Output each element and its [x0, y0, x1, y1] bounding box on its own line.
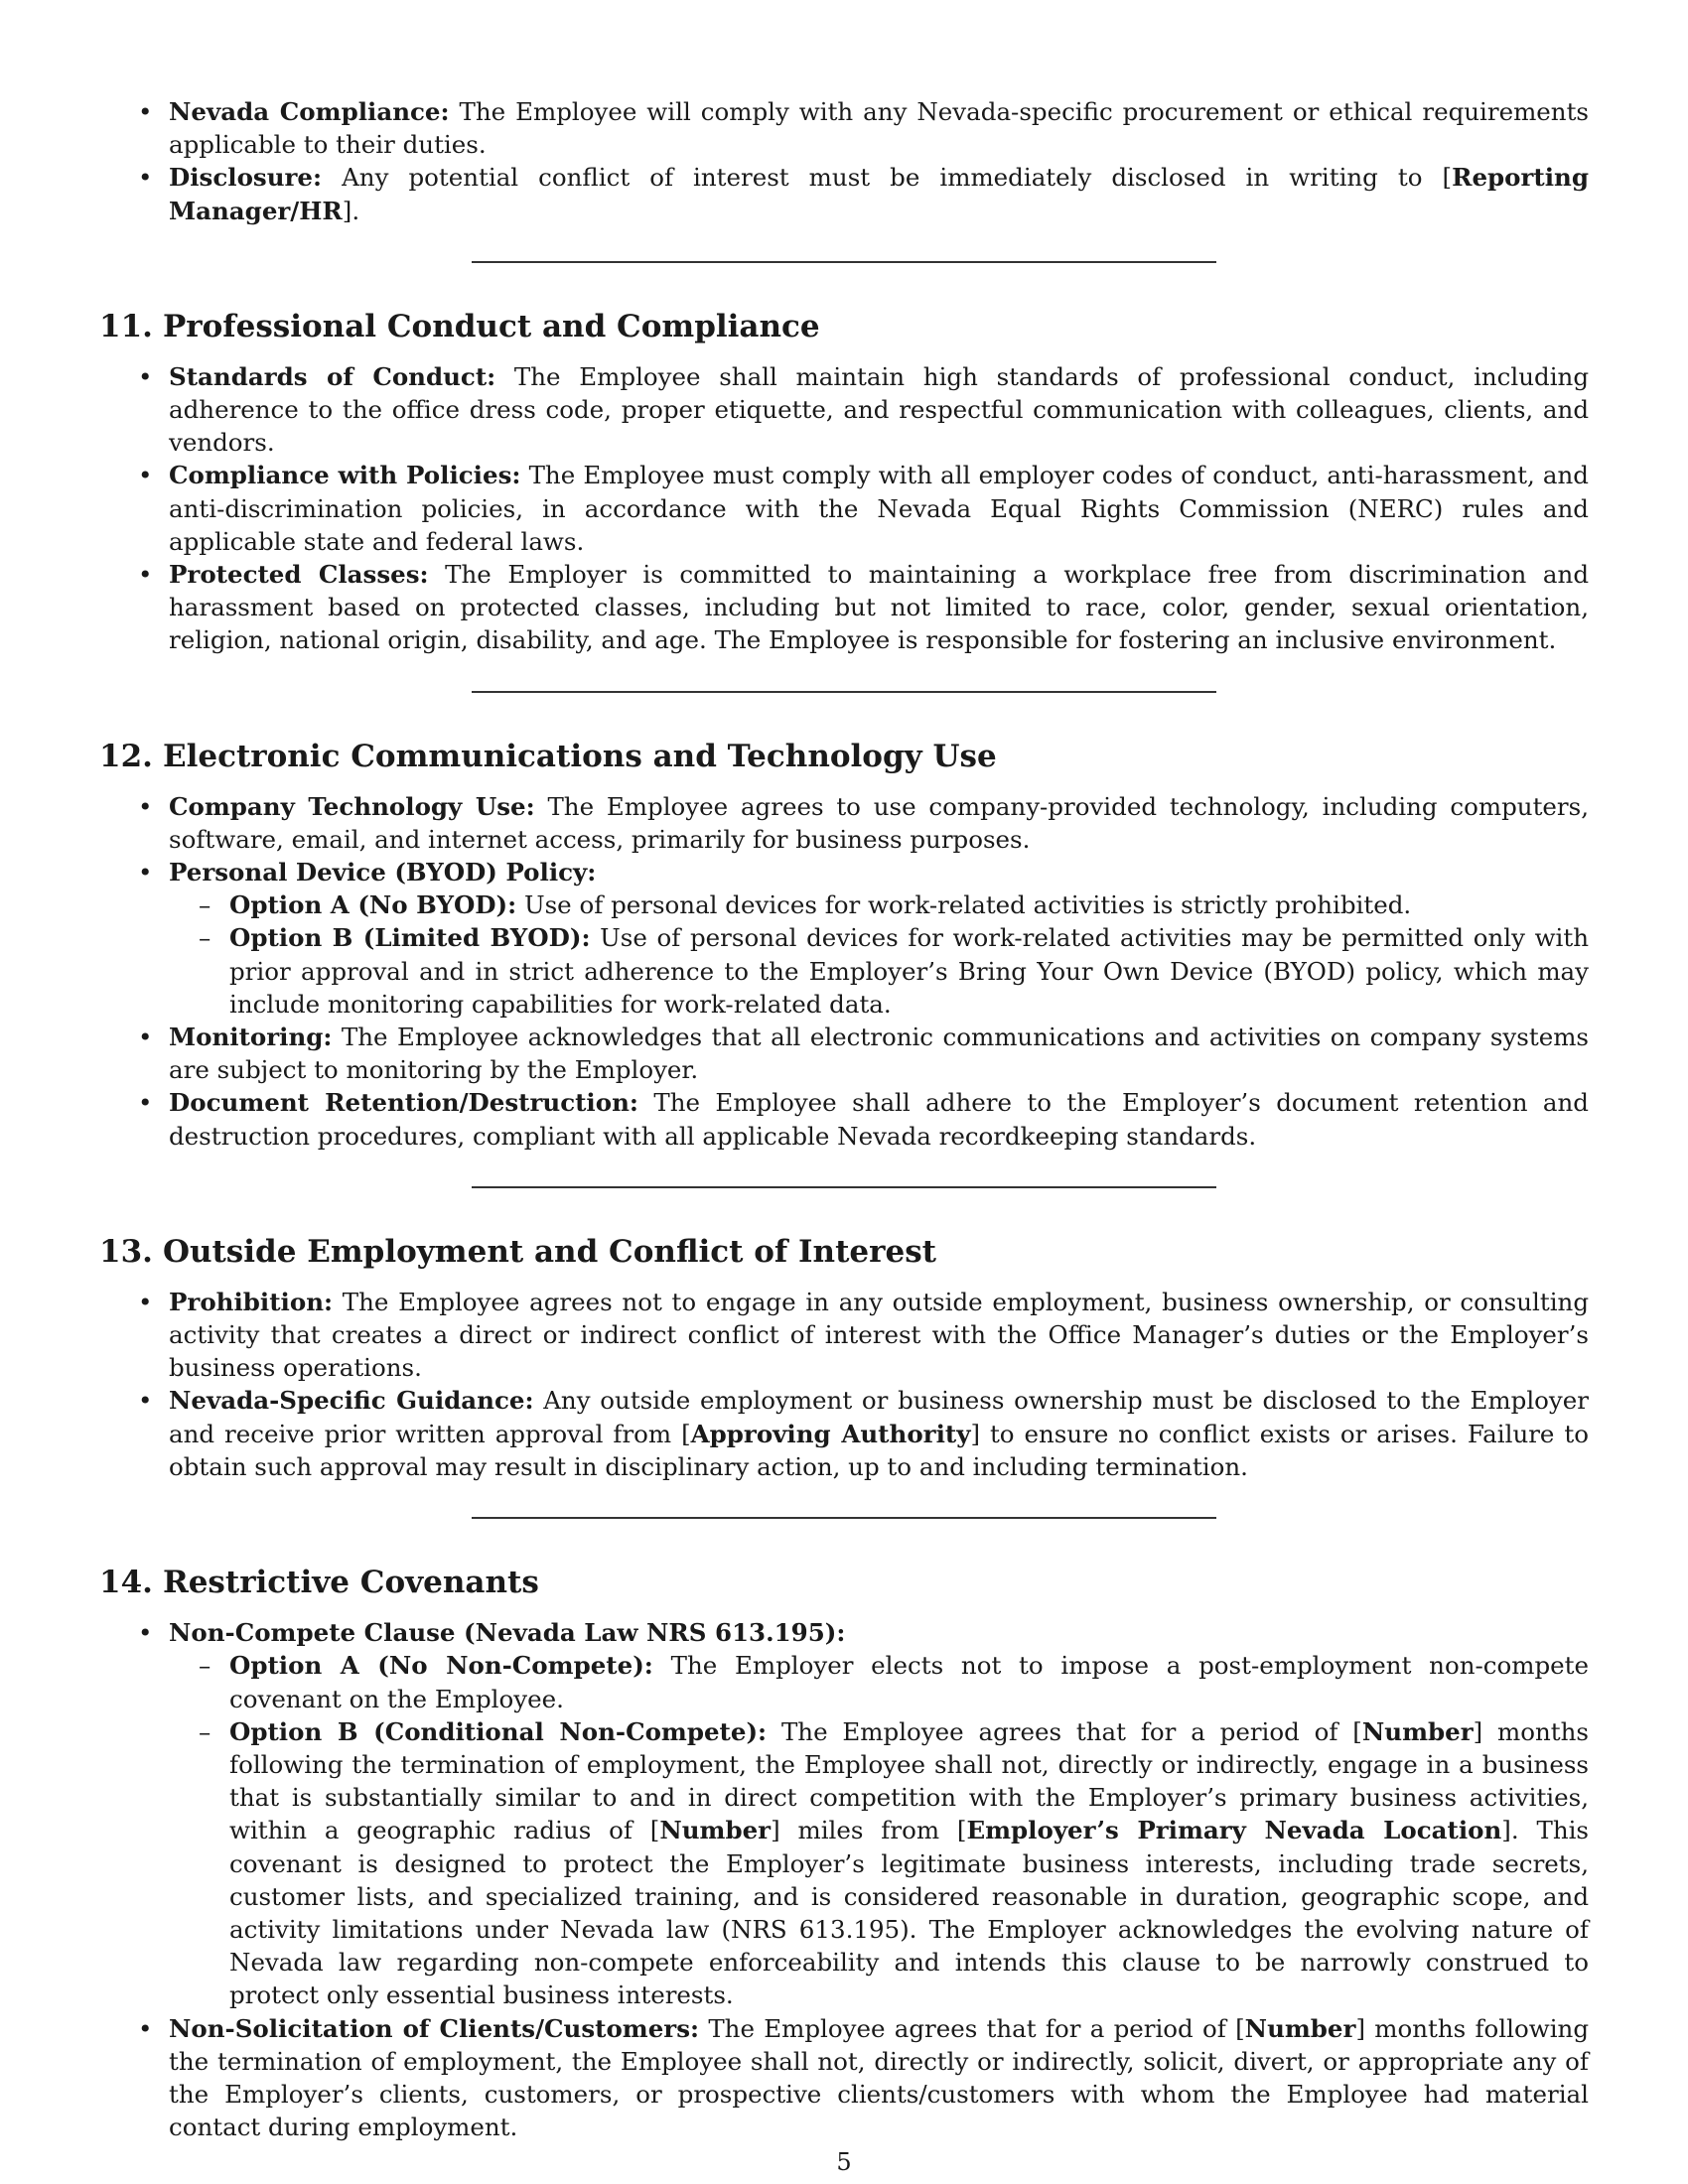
list-item-nevada-compliance: • Nevada Compliance: The Employee will comply with any Nevada-specific procurement or ethical requirements applicable to their duties. [99, 95, 1589, 161]
list-item-prohibition: • Prohibition: The Employee agrees not to engage in any outside employment, business ownership, or consulting activity that creates a direct or indirect conflict of interest with the Office Manager’s duties or the Employer’s business operations. [99, 1286, 1589, 1385]
byod-options-list [169, 888, 1589, 1021]
list-item-compliance-with-policies: • Compliance with Policies: The Employee must comply with all employer codes of conduct, anti-harassment, and anti-discrimination policies, in accordance with the Nevada Equal Rights Commission (NERC) rules and applicable state and federal laws. [99, 459, 1589, 558]
continued-list [99, 95, 1589, 227]
placeholder-number: Number [659, 1816, 772, 1845]
list-item-company-technology-use: • Company Technology Use: The Employee agrees to use company-provided technology, including computers, software, email, and internet access, primarily for business purposes. [99, 790, 1589, 856]
section-divider [472, 1517, 1216, 1519]
list-item-disclosure: • Disclosure: Any potential conflict of interest must be immediately disclosed in writing to [Reporting Manager/HR]. [99, 161, 1589, 226]
section-divider [472, 261, 1216, 263]
section-14-list [99, 1616, 1589, 2143]
placeholder-reporting-manager: Reporting Manager/HR [169, 163, 1589, 225]
section-heading-12: 12. Electronic Communications and Technology Use [99, 738, 997, 774]
page-number: 5 [836, 2148, 852, 2176]
sub-item-option-a-no-non-compete: – Option A (No Non-Compete): The Employer elects not to impose a post-employment non-compete covenant on the Employee. [169, 1649, 1589, 1714]
section-13-list [99, 1286, 1589, 1483]
section-12-list [99, 790, 1589, 1153]
sub-item-option-b-conditional-non-compete: – Option B (Conditional Non-Compete): The Employee agrees that for a period of [Number] months following the termination of employment, the Employee shall not, directly or indirectly, engage in a business that is substantially similar to and in direct competition with the Employer’s primary business activities, within a geographic radius of [Number] miles from [Employer’s Primary Nevada Location]. This covenant is designed to protect the Employer’s legitimate business interests, including trade secrets, customer lists, and specialized training, and is considered reasonable in duration, geographic scope, and activity limitations under Nevada law (NRS 613.195). The Employer acknowledges the evolving nature of Nevada law regarding non-compete enforceability and intends this clause to be narrowly construed to protect only essential business interests. [169, 1715, 1589, 2012]
list-item-protected-classes: • Protected Classes: The Employer is committed to maintaining a workplace free from discrimination and harassment based on protected classes, including but not limited to race, color, gender, sexual orientation, religion, national origin, disability, and age. The Employee is responsible for fostering an inclusive environment. [99, 558, 1589, 657]
list-item-document-retention: • Document Retention/Destruction: The Employee shall adhere to the Employer’s document retention and destruction procedures, compliant with all applicable Nevada recordkeeping standards. [99, 1086, 1589, 1152]
sub-item-option-a-no-byod: – Option A (No BYOD): Use of personal devices for work-related activities is strictly prohibited. [169, 888, 1589, 921]
placeholder-number: Number [1361, 1716, 1474, 1746]
list-item-monitoring: • Monitoring: The Employee acknowledges that all electronic communications and activities on company systems are subject to monitoring by the Employer. [99, 1021, 1589, 1086]
non-compete-options-list [169, 1649, 1589, 2011]
placeholder-approving-authority: Approving Authority [690, 1419, 971, 1448]
placeholder-number: Number [1244, 2013, 1356, 2043]
document-page [99, 95, 1589, 2143]
placeholder-primary-location: Employer’s Primary Nevada Location [966, 1816, 1502, 1845]
section-heading-13: 13. Outside Employment and Conflict of Interest [99, 1233, 936, 1270]
section-11-list [99, 360, 1589, 657]
sub-item-option-b-limited-byod: – Option B (Limited BYOD): Use of personal devices for work-related activities may be permitted only with prior approval and in strict adherence to the Employer’s Bring Your Own Device (BYOD) policy, which may include monitoring capabilities for work-related data. [169, 921, 1589, 1021]
section-divider [472, 691, 1216, 693]
list-item-byod-policy: • Personal Device (BYOD) Policy: – Option A (No BYOD): Use of personal devices for work-related activities is strictly prohibited. – Option B (Limited BYOD): Use of personal devices for work-related activities may be permitted only with prior approval and in strict adherence to the Employer’s Bring Your Own Device (BYOD) policy, which may include monitoring capabilities for work-related data. [99, 856, 1589, 1021]
section-heading-14: 14. Restrictive Covenants [99, 1565, 539, 1601]
list-item-non-compete-clause: • Non-Compete Clause (Nevada Law NRS 613.195): – Option A (No Non-Compete): The Employer elects not to impose a post-employment non-compete covenant on the Employee. – Option B (Conditional Non-Compete): The Employee agrees that for a period of [Number] months following the termination of employment, the Employee shall not, directly or indirectly, engage in a business that is substantially similar to and in direct competition with the Employer’s primary business activities, within a geographic radius of [Number] miles from [Employer’s Primary Nevada Location]. This covenant is designed to protect the Employer’s legitimate business interests, including trade secrets, customer lists, and specialized training, and is considered reasonable in duration, geographic scope, and activity limitations under Nevada law (NRS 613.195). The Employer acknowledges the evolving nature of Nevada law regarding non-compete enforceability and intends this clause to be narrowly construed to protect only essential business interests. [99, 1616, 1589, 2011]
section-heading-11: 11. Professional Conduct and Compliance [99, 308, 820, 344]
list-item-non-solicitation: • Non-Solicitation of Clients/Customers: The Employee agrees that for a period of [Number] months following the termination of employment, the Employee shall not, directly or indirectly, solicit, divert, or appropriate any of the Employer’s clients, customers, or prospective clients/customers with whom the Employee had material contact during employment. [99, 2012, 1589, 2144]
section-divider [472, 1186, 1216, 1188]
list-item-standards-of-conduct: • Standards of Conduct: The Employee shall maintain high standards of professional conduct, including adherence to the office dress code, proper etiquette, and respectful communication with colleagues, clients, and vendors. [99, 360, 1589, 460]
list-item-nevada-specific-guidance: • Nevada-Specific Guidance: Any outside employment or business ownership must be disclosed to the Employer and receive prior written approval from [Approving Authority] to ensure no conflict exists or arises. Failure to obtain such approval may result in disciplinary action, up to and including termination. [99, 1384, 1589, 1483]
